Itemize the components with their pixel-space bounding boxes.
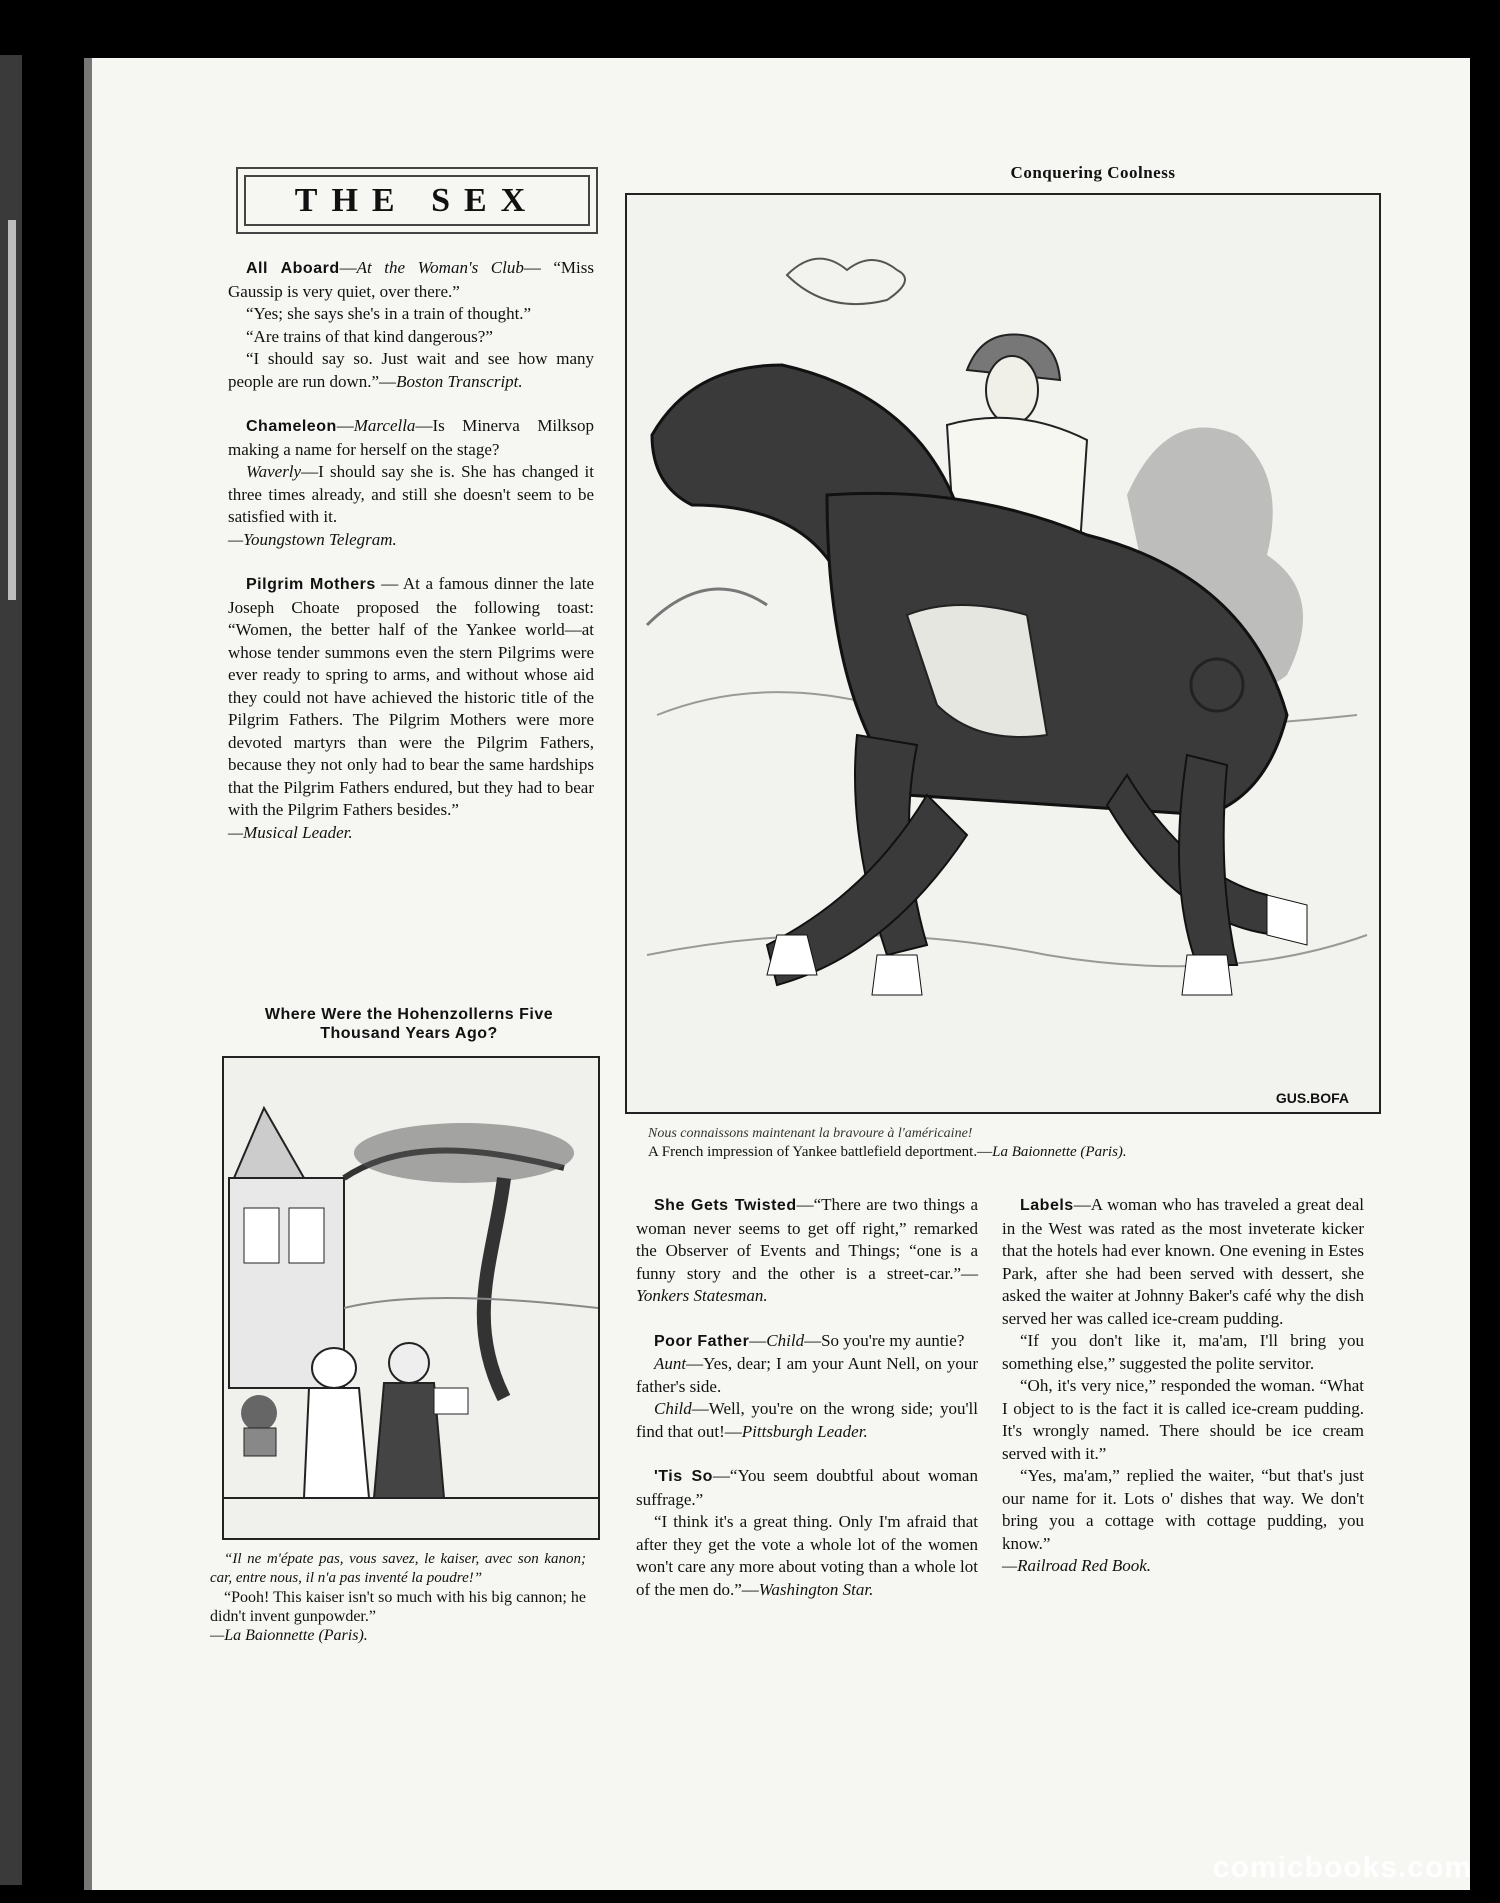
joke-text: At a famous dinner the late Joseph Choate proposed the following toast: “Women, the better half of the Yankee world—at whose tender summons even the stern Pilgrims were ever ready to spring to arms, and without whose aid they could not have achieved the historic title of the Pilgrim Fathers. The Pilgrim Mothers were more devoted martyrs than were the Pilgrim Fathers, because they not only had to bear the same hardships that the Pilgrim Fathers endured, but they had to bear with the Pilgrim Fathers besides.” — [228, 574, 595, 819]
joke-paragraph: “If you don't like it, ma'am, I'll bring you something else,” suggested the polite servitor. — [1002, 1331, 1364, 1373]
hohenzollern-title-line: Where Were the Hohenzollerns Five — [264, 1006, 554, 1023]
hohenzollern-title — [226, 1005, 592, 1043]
joke-line-text: “I think it's a great thing. Only I'm afraid that after they get the vote a whole lot of the women won't care any more about voting than a whole lot of the men do.”— — [636, 1512, 978, 1599]
hohenzollern-illustration — [222, 1056, 600, 1540]
caption-french: “Il ne m'épate pas, vous savez, le kaiser, avec son kanon; car, entre nous, il n'a pas inventé la poudre!” — [210, 1551, 586, 1586]
joke-paragraph: “Oh, it's very nice,” responded the woman. “What I object to is the fact it is called ice-cream pudding. It's wrongly named. There should be ice cream served with it.” — [1002, 1376, 1364, 1463]
joke-line: “Miss Gaussip is very quiet, over there.” — [228, 258, 595, 301]
caption-english-line — [648, 1143, 1368, 1162]
joke-speaker: Aunt — [654, 1354, 687, 1373]
middle-column — [636, 1194, 978, 1601]
joke-line: Child—Well, you're on the wrong side; you'll find that out!—Pittsburgh Leader. — [636, 1399, 978, 1441]
site-watermark: comicbooks.com — [1212, 1851, 1472, 1884]
joke-line-text: Well, you're on the wrong side; you'll find that out!— — [636, 1399, 978, 1441]
joke-source: —Youngstown Telegram. — [228, 529, 397, 549]
caption-source: La Baionnette (Paris). — [992, 1144, 1127, 1160]
joke-line: So you're my auntie? — [821, 1330, 965, 1350]
joke-all-aboard: All Aboard—At the Woman's Club— “Miss Gaussip is very quiet, over there.” — [228, 258, 595, 301]
artist-signature: GUS.BOFA — [1275, 1090, 1349, 1106]
joke-heading: Labels — [1020, 1197, 1074, 1214]
joke-source: —Railroad Red Book. — [1002, 1556, 1152, 1575]
joke-source: Boston Transcript. — [396, 371, 523, 391]
joke-text: A woman who has traveled a great deal in the West was rated as the most inveterate kicker that the hotels had ever known. One evening in Estes Park, after she had been served with dessert, she asked the waiter at Johnny Baker's café why the dish served her was called ice-cream pudding. — [1002, 1195, 1364, 1328]
left-page-sliver — [8, 220, 16, 600]
joke-line-text: Yes, dear; I am your Aunt Nell, on your father's side. — [636, 1354, 978, 1396]
chinese-figures-drawing — [224, 1058, 598, 1538]
cartoon-caption — [648, 1124, 1368, 1162]
joke-heading: Poor Father — [654, 1332, 750, 1350]
caption-source: —La Baionnette (Paris). — [210, 1627, 368, 1644]
right-column — [1002, 1194, 1364, 1578]
hohenzollern-caption — [210, 1550, 586, 1645]
section-title-box — [236, 167, 598, 234]
joke-source: Pittsburgh Leader. — [741, 1421, 868, 1441]
joke-heading: 'Tis So — [654, 1468, 713, 1485]
joke-she-gets-twisted: She Gets Twisted—“There are two things a woman never seems to get off right,” remarked the Observer of Events and Things; “one is a funny story and the other is a street-car.”—Yonkers Statesman. — [636, 1195, 978, 1305]
joke-setting: At the Woman's Club — [356, 258, 524, 277]
joke-source: Yonkers Statesman. — [636, 1286, 768, 1305]
joke-tis-so: 'Tis So—“You seem doubtful about woman suffrage.” — [636, 1466, 978, 1509]
joke-line-text: I should say she is. She has changed it three times already, and still she doesn't seem to be satisfied with it. — [228, 462, 594, 526]
joke-speaker: Child — [766, 1330, 805, 1350]
joke-speaker: Waverly — [246, 462, 302, 481]
joke-line — [228, 348, 594, 393]
joke-heading: All Aboard — [246, 260, 340, 277]
hohenzollern-title-line: Thousand Years Ago? — [320, 1025, 498, 1042]
joke-line: Aunt—Yes, dear; I am your Aunt Nell, on your father's side. — [636, 1354, 978, 1396]
caption-english: “Pooh! This kaiser isn't so much with his big cannon; he didn't invent gunpowder.” — [210, 1589, 586, 1625]
joke-labels: Labels—A woman who has traveled a great deal in the West was rated as the most inveterate kicker that the hotels had ever known. One evening in Estes Park, after she had been served with dessert, she asked the waiter at Johnny Baker's café why the dish served her was called ice-cream pudding. — [1002, 1195, 1364, 1328]
caption-english: A French impression of Yankee battlefield deportment.— — [648, 1144, 993, 1160]
joke-paragraph: “Yes, ma'am,” replied the waiter, “but that's just our name for it. Lots o' dishes that way. We don't bring you a cottage with cottage pudding, you know.” — [1002, 1466, 1364, 1553]
cavalry-soldier-drawing — [627, 195, 1379, 1112]
joke-speaker: Marcella — [353, 416, 416, 435]
joke-line — [636, 1511, 978, 1601]
joke-line: “Yes; she says she's in a train of thought.” — [246, 304, 532, 323]
cartoon-illustration — [625, 193, 1381, 1114]
joke-line: “You seem doubtful about woman suffrage.” — [636, 1466, 978, 1509]
joke-heading: Pilgrim Mothers — [246, 576, 376, 593]
joke-source: Washington Star. — [758, 1579, 874, 1599]
joke-line: Waverly—I should say she is. She has changed it three times already, and still she doesn't seem to be satisfied with it. — [228, 462, 594, 526]
joke-line: “Are trains of that kind dangerous?” — [246, 326, 493, 346]
joke-heading: She Gets Twisted — [654, 1197, 797, 1214]
caption-french: Nous connaissons maintenant la bravoure à l'américaine! — [648, 1126, 973, 1141]
joke-poor-father: Poor Father—Child—So you're my auntie? — [654, 1330, 965, 1350]
joke-line: Is Minerva Milksop making a name for herself on the stage? — [228, 416, 594, 459]
left-column — [228, 257, 594, 844]
joke-source: —Musical Leader. — [228, 822, 353, 842]
cartoon-title: Conquering Coolness — [1010, 163, 1176, 182]
joke-line-text: “I should say so. Just wait and see how many people are run down.”— — [228, 349, 594, 391]
joke-chameleon: Chameleon—Marcella—Is Minerva Milksop making a name for herself on the stage? — [228, 416, 594, 459]
joke-heading: Chameleon — [246, 418, 337, 435]
joke-pilgrim-mothers: Pilgrim Mothers — At a famous dinner the late Joseph Choate proposed the following toast: “Women, the better half of the Yankee world—at whose tender summons even the stern Pilgrims were ever ready to spring to arms, and without whose aid they could not have achieved the historic title of the Pilgrim Fathers. The Pilgrim Mothers were more devoted martyrs than were the Pilgrim Fathers, because they not only had to bear the same hardships that the Pilgrim Fathers endured, but they had to bear with the Pilgrim Fathers besides.” — [228, 574, 595, 819]
joke-text: “There are two things a woman never seems to get off right,” remarked the Observer of Events and Things; “one is a funny story and the other is a street-car.”— — [636, 1195, 978, 1283]
joke-speaker: Child — [654, 1399, 692, 1418]
section-title: THE SEX — [294, 181, 540, 219]
